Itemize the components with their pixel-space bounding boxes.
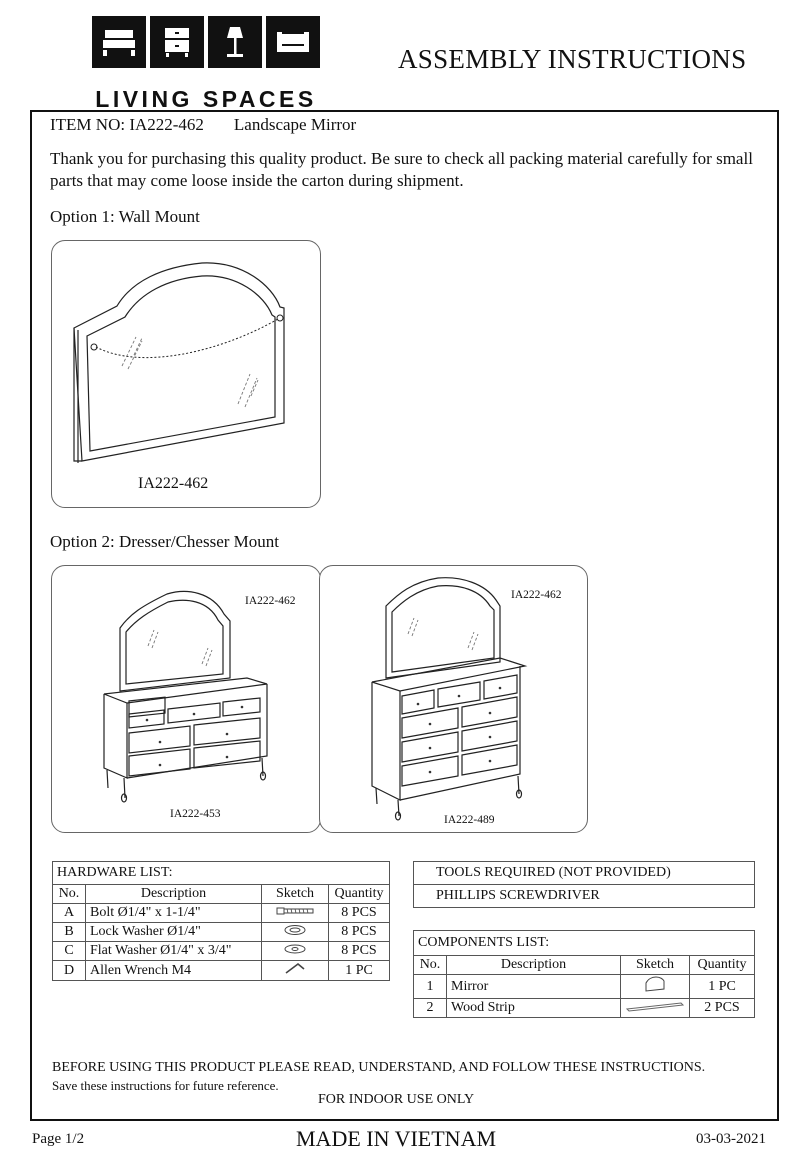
components-title: COMPONENTS LIST:: [414, 931, 755, 956]
hardware-no: B: [53, 923, 86, 942]
chest-mount-panel: [319, 565, 588, 833]
tools-title: TOOLS REQUIRED (NOT PROVIDED): [414, 862, 755, 885]
bolt-icon: [262, 904, 329, 923]
wall-mount-illustration: [52, 241, 320, 507]
allen-wrench-icon: [262, 961, 329, 981]
wood-strip-icon: [621, 999, 690, 1018]
components-col-sketch: Sketch: [621, 956, 690, 975]
chest-model-label: IA222-489: [444, 814, 495, 826]
hardware-qty: 8 PCS: [329, 942, 390, 961]
hardware-col-quantity: Quantity: [329, 885, 390, 904]
document-date: 03-03-2021: [696, 1131, 766, 1147]
item-number: ITEM NO: IA222-462: [50, 115, 204, 134]
notice-text: BEFORE USING THIS PRODUCT PLEASE READ, UNDERSTAND, AND FOLLOW THESE INSTRUCTIONS.: [52, 1060, 706, 1075]
chest-illustration: [320, 566, 587, 832]
brand-logo: [90, 16, 322, 112]
components-col-no: No.: [414, 956, 447, 975]
component-no: 2: [414, 999, 447, 1018]
hardware-no: A: [53, 904, 86, 923]
hardware-no: C: [53, 942, 86, 961]
table-row: [53, 904, 390, 923]
hardware-desc: Flat Washer Ø1/4" x 3/4": [86, 942, 262, 961]
document-title: ASSEMBLY INSTRUCTIONS: [398, 44, 747, 74]
option2-heading: Option 2: Dresser/Chesser Mount: [50, 532, 280, 551]
hardware-list: [52, 861, 390, 981]
component-no: 1: [414, 975, 447, 999]
hardware-col-sketch: Sketch: [262, 885, 329, 904]
table-row: [53, 923, 390, 942]
nightstand-icon: [150, 16, 204, 68]
components-col-quantity: Quantity: [690, 956, 755, 975]
hardware-col-no: No.: [53, 885, 86, 904]
page-number: Page 1/2: [32, 1131, 85, 1147]
dresser-mount-panel: [51, 565, 321, 833]
component-desc: Wood Strip: [447, 999, 621, 1018]
option1-heading: Option 1: Wall Mount: [50, 207, 200, 226]
flat-washer-icon: [262, 942, 329, 961]
hardware-desc: Bolt Ø1/4" x 1-1/4": [86, 904, 262, 923]
sofa-icon: [266, 16, 320, 68]
component-desc: Mirror: [447, 975, 621, 999]
hardware-title: HARDWARE LIST:: [53, 862, 390, 885]
hardware-desc: Lock Washer Ø1/4": [86, 923, 262, 942]
components-list: [413, 930, 755, 1018]
made-in-text: MADE IN VIETNAM: [296, 1126, 497, 1151]
indoor-use-text: FOR INDOOR USE ONLY: [318, 1092, 475, 1107]
component-qty: 1 PC: [690, 975, 755, 999]
tools-required: [413, 861, 755, 908]
component-qty: 2 PCS: [690, 999, 755, 1018]
dresser-mirror-label: IA222-462: [245, 595, 296, 607]
table-row: [414, 975, 755, 999]
save-instructions-text: Save these instructions for future reference.: [52, 1078, 279, 1093]
components-col-description: Description: [447, 956, 621, 975]
table-row: [53, 942, 390, 961]
bed-icon: [92, 16, 146, 68]
tools-item: PHILLIPS SCREWDRIVER: [414, 885, 755, 908]
hardware-no: D: [53, 961, 86, 981]
wall-mount-caption: IA222-462: [138, 475, 209, 492]
hardware-qty: 8 PCS: [329, 923, 390, 942]
wall-mount-panel: [51, 240, 321, 508]
chest-mirror-label: IA222-462: [511, 589, 562, 601]
hardware-col-description: Description: [86, 885, 262, 904]
dresser-model-label: IA222-453: [170, 808, 221, 820]
lock-washer-icon: [262, 923, 329, 942]
hardware-qty: 8 PCS: [329, 904, 390, 923]
table-row: [414, 999, 755, 1018]
item-line: [50, 115, 356, 135]
lamp-icon: [208, 16, 262, 68]
item-name: Landscape Mirror: [233, 115, 357, 134]
hardware-desc: Allen Wrench M4: [86, 961, 262, 981]
hardware-qty: 1 PC: [329, 961, 390, 981]
table-row: [53, 961, 390, 981]
mirror-icon: [621, 975, 690, 999]
intro-text: Thank you for purchasing this quality product. Be sure to check all packing material carefully for small parts that may come loose inside the carton during shipment.: [50, 149, 753, 190]
brand-name: LIVING SPACES: [95, 86, 317, 112]
